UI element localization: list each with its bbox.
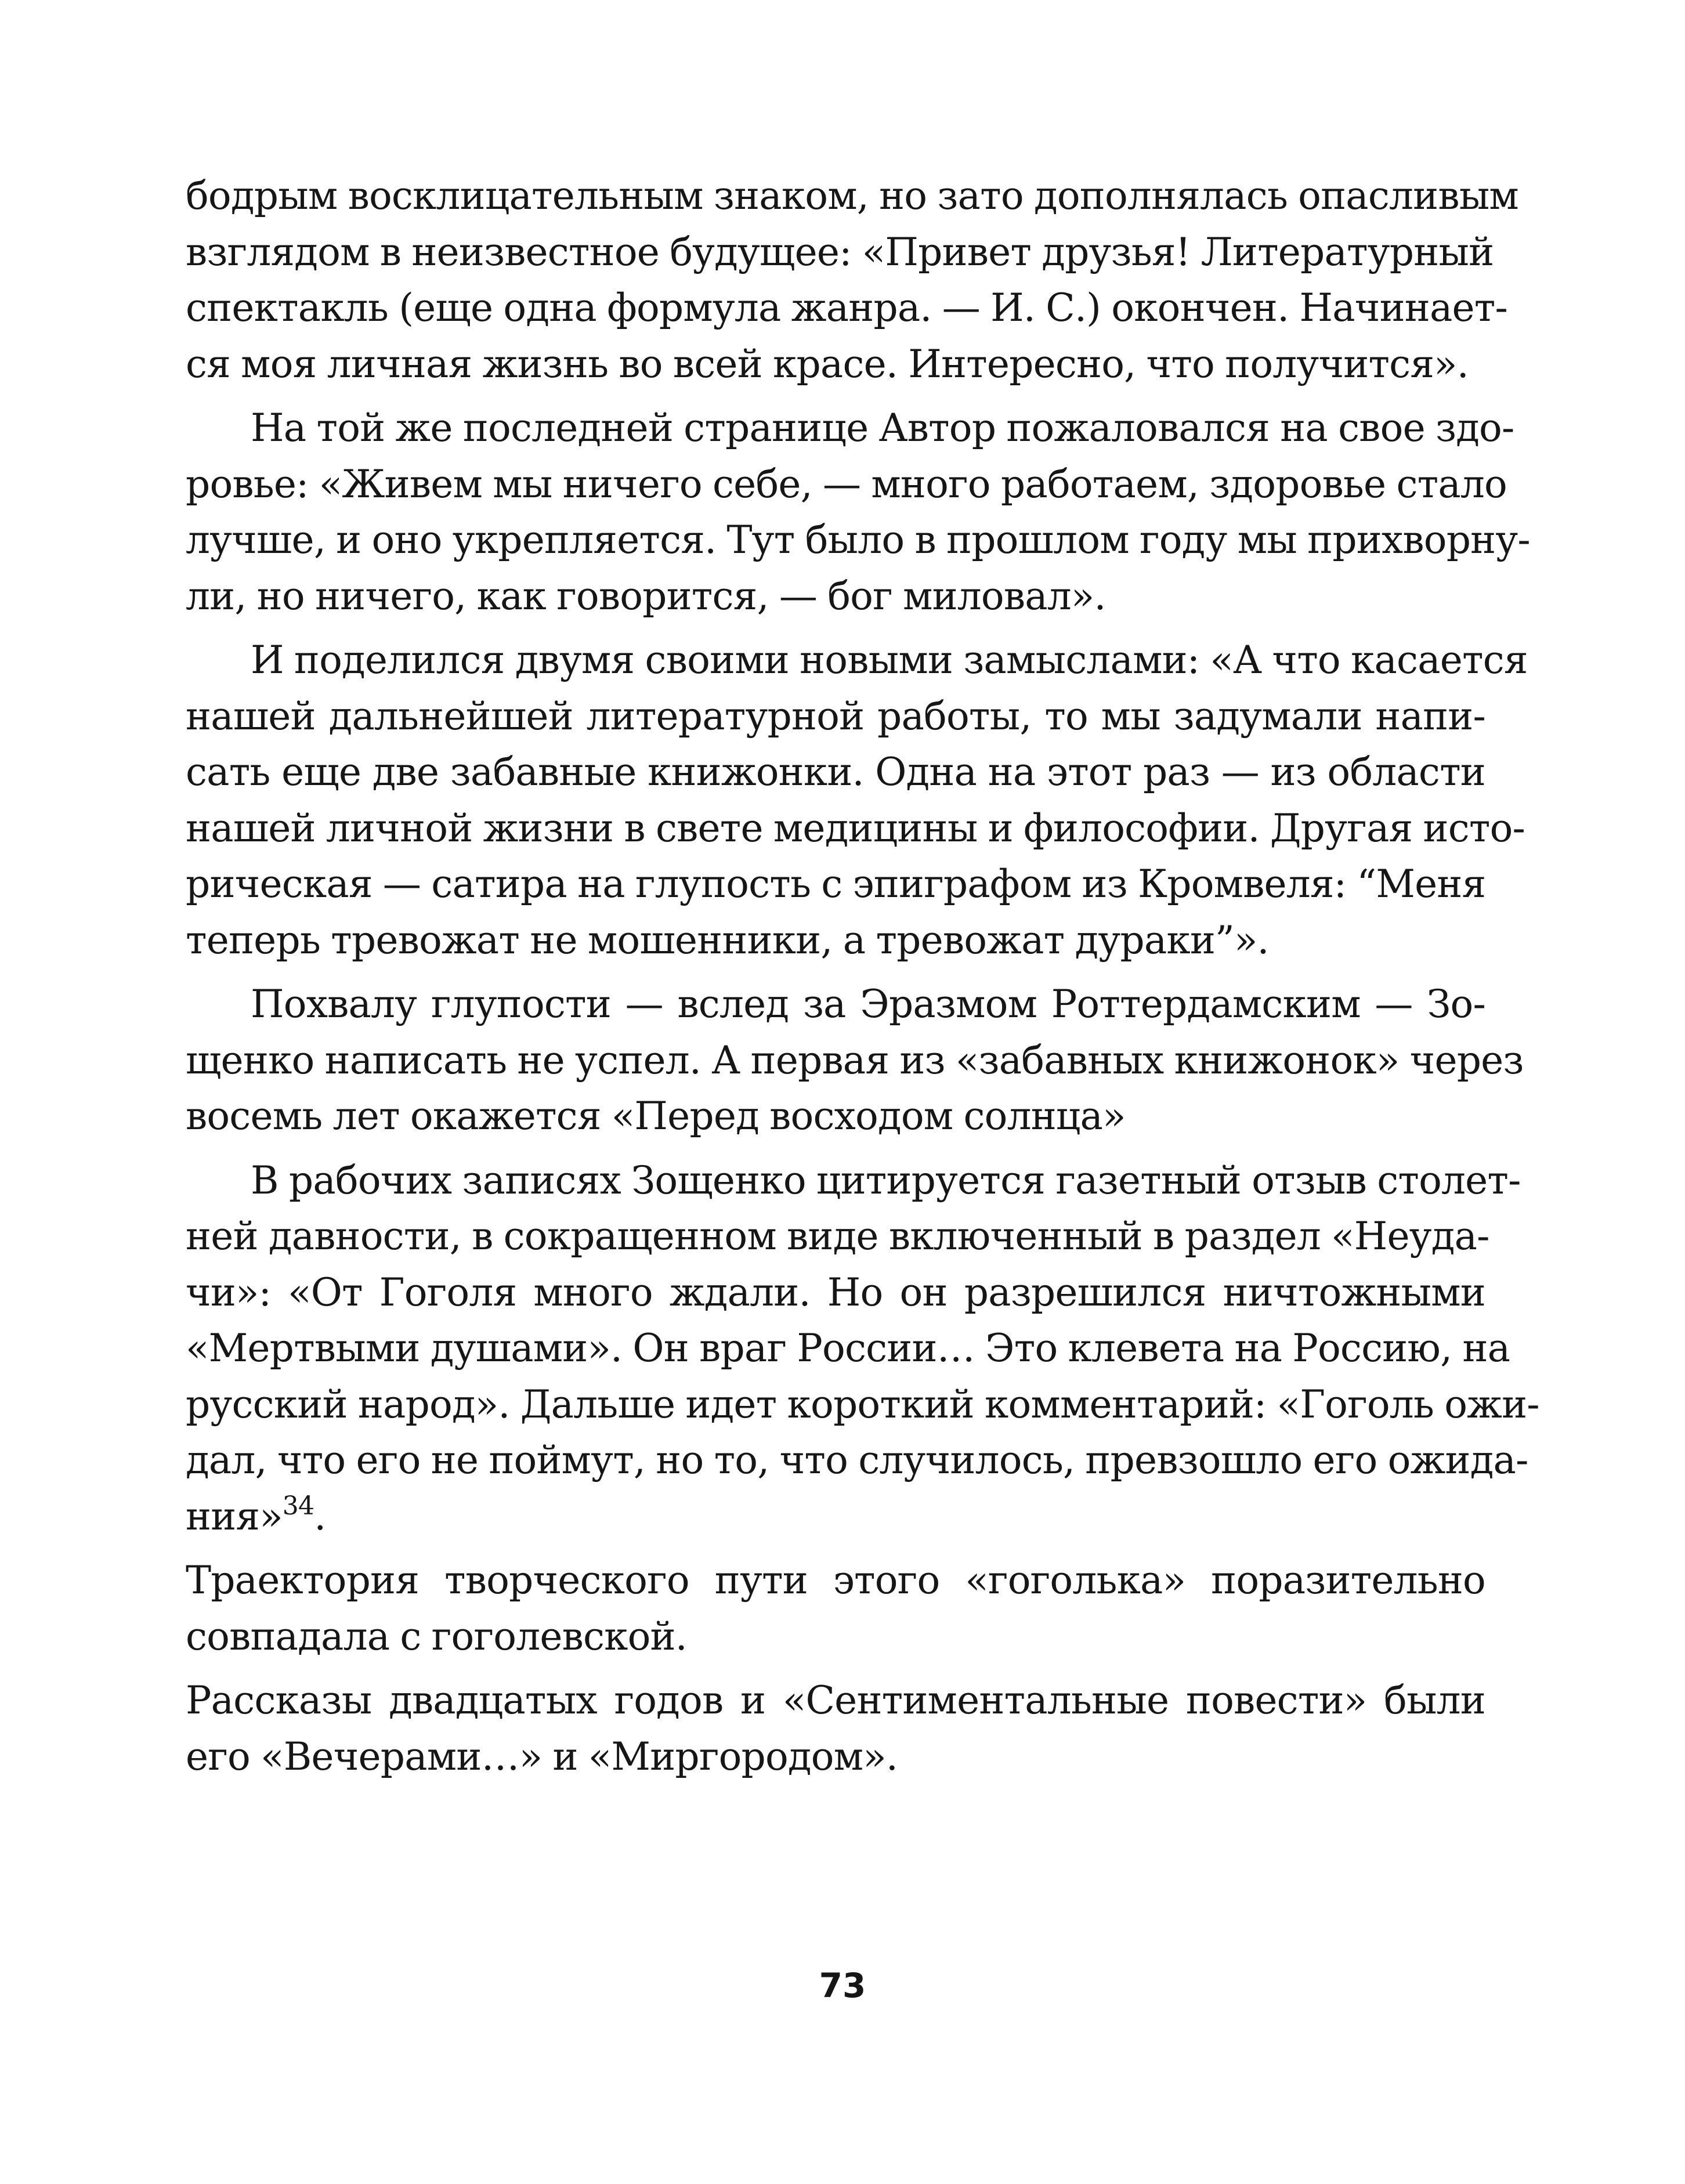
text-line: совпадала с гоголевской. [186, 1614, 687, 1659]
paragraph-7 [186, 1673, 1485, 1785]
text-line: восемь лет окажется «Перед восходом солнца» [186, 1094, 1126, 1138]
text-line: спектакль (еще одна формула жанра. — И. С.) окончен. Начинает- [186, 285, 1507, 330]
text-line: рическая — сатира на глупость с эпиграфом из Кромвеля: “Меня [186, 862, 1486, 906]
text-line: И поделился двумя своими новыми замыслами: «А что касается [251, 638, 1528, 682]
text-line: дал, что его не поймут, но то, что случилось, превзошло его ожида- [186, 1438, 1528, 1482]
text-line: В рабочих записях Зощенко цитируется газетный отзыв столет- [251, 1158, 1521, 1203]
paragraph-2 [186, 400, 1530, 624]
text-line: теперь тревожат не мошенники, а тревожат дураки”». [186, 917, 1269, 963]
text-line: русский народ». Дальше идет короткий комментарий: «Гоголь ожи- [186, 1382, 1539, 1427]
text-line: нашей личной жизни в свете медицины и философии. Другая исто- [186, 805, 1525, 851]
text-line: ли, но ничего, как говорится, — бог миловал». [186, 573, 1106, 619]
text-line: Похвалу глупости — вслед за Эразмом Роттердамским — Зо- [251, 982, 1485, 1026]
text-line: «Мертвыми душами». Он враг России… Это клевета на Россию, на [186, 1326, 1510, 1371]
text-line: лучше, и оно укрепляется. Тут было в прошлом году мы прихворну- [186, 518, 1530, 562]
page-number: 73 [819, 1966, 866, 2005]
text-line: ся моя личная жизнь во всей красе. Интересно, что получится». [186, 341, 1469, 386]
text-line: нашей дальнейшей литературной работы, то мы задумали напи- [186, 693, 1485, 739]
text-line: На той же последней странице Автор пожаловался на свое здо- [251, 406, 1514, 450]
footnote-marker: 34 [282, 1491, 314, 1521]
text-line: взглядом в неизвестное будущее: «Привет друзья! Литературный [186, 229, 1494, 274]
text-line: бодрым восклицательным знаком, но зато дополнялась опасливым [186, 173, 1518, 218]
text-line: чи»: «От Гоголя много ждали. Но он разрешился ничтожными [186, 1270, 1485, 1315]
text-line: Рассказы двадцатых годов и «Сентиментальные повести» были [186, 1678, 1485, 1723]
paragraph-3 [186, 632, 1528, 968]
text-line: сать еще две забавные книжонки. Одна на этот раз — из области [186, 750, 1485, 794]
text-fragment: ния» [186, 1494, 283, 1539]
text-line: щенко написать не успел. А первая из «забавных книжонок» через [186, 1037, 1524, 1083]
text-line-with-footnote [186, 1489, 1485, 1545]
paragraph-6 [186, 1553, 1485, 1665]
text-line: его «Вечерами…» и «Миргородом». [186, 1734, 898, 1779]
text-fragment: . [314, 1494, 326, 1539]
body-text [186, 168, 1539, 1785]
paragraph-4 [186, 977, 1524, 1145]
paragraph-5 [186, 1153, 1539, 1545]
text-line: ней давности, в сокращенном виде включенный в раздел «Неуда- [186, 1214, 1489, 1259]
paragraph-1 [186, 168, 1518, 392]
text-line: ровье: «Живем мы ничего себе, — много работаем, здоровье стало [186, 461, 1507, 507]
text-line: Траектория творческого пути этого «гоголька» поразительно [186, 1558, 1485, 1603]
